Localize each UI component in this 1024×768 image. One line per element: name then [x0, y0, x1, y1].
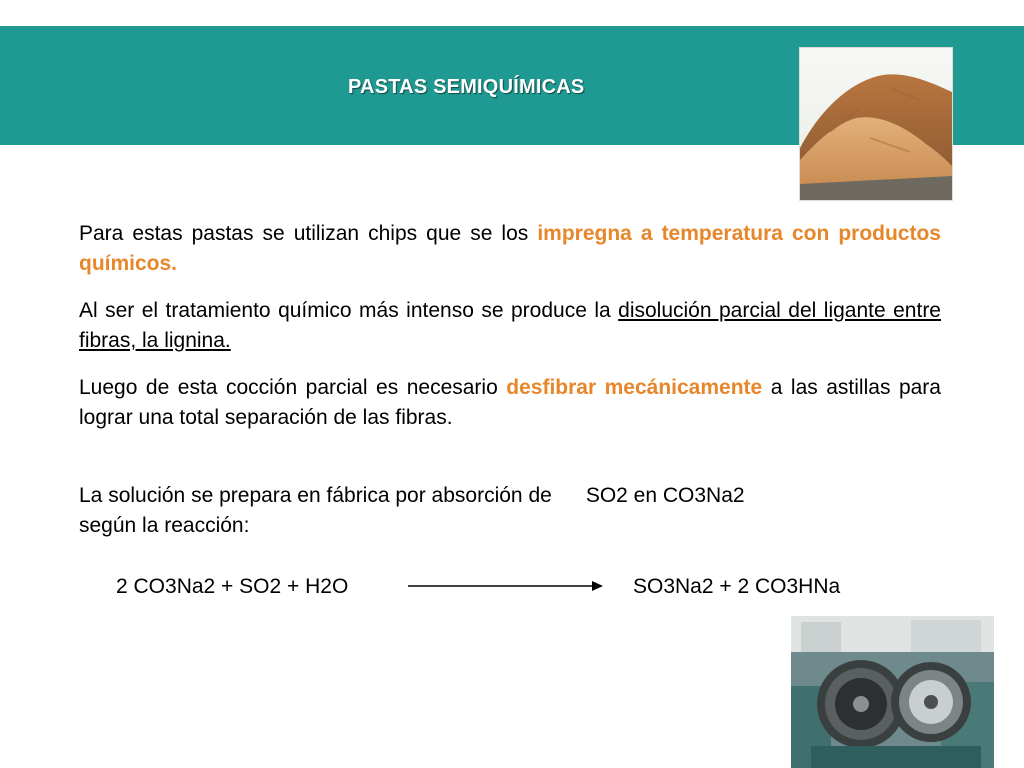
- p4-compound: SO2 en CO3Na2: [585, 484, 745, 507]
- p1-highlight: impregna a temperatura con productos químicos.: [79, 222, 941, 275]
- p2-underline: disolución parcial del ligante entre fibras, la lignina.: [79, 299, 941, 352]
- reaction-reactants: 2 CO3Na2 + SO2 + H2O: [116, 575, 349, 598]
- paragraph-impregnation: [79, 219, 941, 279]
- paragraph-defibration: [79, 373, 941, 433]
- p3-text: Luego de esta cocción parcial es necesario: [79, 376, 507, 399]
- slide-title: PASTAS SEMIQUÍMICAS: [348, 76, 585, 98]
- reaction-arrow-icon: [408, 578, 604, 594]
- p4-text: La solución se prepara en fábrica por absorción de: [79, 484, 552, 507]
- p3-text-end: a las astillas para lograr una total separación de las fibras.: [79, 376, 941, 429]
- p1-text: Para estas pastas se utilizan chips que se los: [79, 222, 538, 245]
- p3-highlight: desfibrar mecánicamente: [506, 376, 763, 399]
- defibrator-machine-image: [791, 616, 994, 768]
- reaction-products: SO3Na2 + 2 CO3HNa: [633, 575, 841, 598]
- paragraph-treatment: [79, 296, 941, 356]
- wood-chips-pile-image: [800, 48, 952, 200]
- paragraph-solution: [79, 481, 941, 541]
- p4-text-end: según la reacción:: [79, 514, 250, 537]
- p2-text: Al ser el tratamiento químico más intenso se produce la: [79, 299, 619, 322]
